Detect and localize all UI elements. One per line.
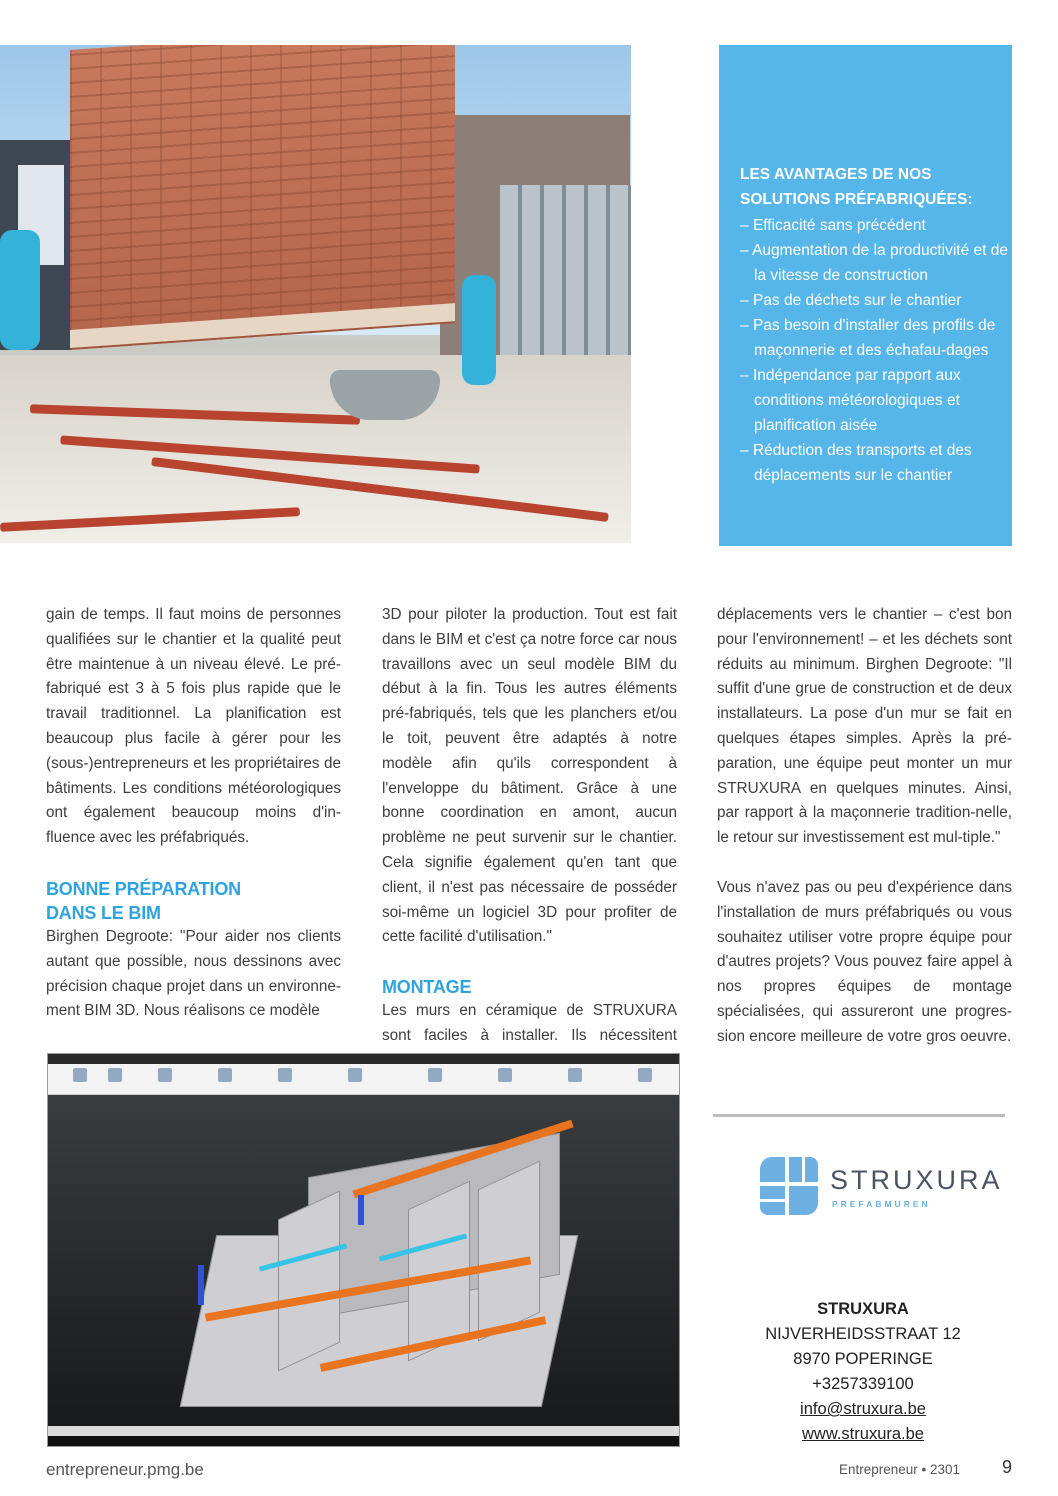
bim-3d-viewport xyxy=(48,1095,679,1426)
contact-phone: +3257339100 xyxy=(812,1375,914,1393)
advantages-list xyxy=(740,213,1010,488)
logo-tile xyxy=(760,1157,785,1182)
list-item: – Pas besoin d'installer des profils de maçonnerie et des échafau-dages xyxy=(740,313,1010,363)
bim-statusbar xyxy=(48,1426,679,1436)
list-item: – Augmentation de la productivité et de la vitesse de construction xyxy=(740,238,1010,288)
body-paragraph: gain de temps. Il faut moins de personnes qualifiées sur le chantier et la qualité peut être maintenue à un niveau élevé. Le pré-fabriqué est 3 à 5 fois plus rapide que le travail traditionnel. La planification est beaucoup plus facile à gérer pour les (sous-)entrepreneurs et les propriétaires de bâtiments. Les conditions météorologiques ont également beaucoup moins d'in-fluence avec les préfabriqués. xyxy=(46,606,341,847)
photo-worker-right xyxy=(462,275,496,385)
footer-issue: Entrepreneur • 2301 xyxy=(839,1462,961,1477)
photo-worker-left xyxy=(0,230,40,350)
model-gable xyxy=(278,1191,340,1372)
ribbon-icon xyxy=(158,1068,172,1082)
ribbon-icon xyxy=(73,1068,87,1082)
page-number: 9 xyxy=(1002,1457,1013,1477)
footer-website: entrepreneur.pmg.be xyxy=(46,1460,204,1479)
bim-ribbon xyxy=(48,1064,679,1095)
photo-prefab-brick-wall xyxy=(70,45,455,350)
ribbon-icon xyxy=(108,1068,122,1082)
model-gable xyxy=(478,1161,540,1342)
ribbon-icon xyxy=(278,1068,292,1082)
section-heading-montage: MONTAGE xyxy=(382,977,472,998)
contact-street: NIJVERHEIDSSTRAAT 12 xyxy=(765,1325,961,1343)
ribbon-icon xyxy=(428,1068,442,1082)
logo-tile xyxy=(760,1186,785,1199)
list-item: – Pas de déchets sur le chantier xyxy=(740,288,1010,313)
list-item: – Indépendance par rapport aux conditions météorologiques et planification aisée xyxy=(740,363,1010,438)
body-paragraph: Les murs en céramique de STRUXURA sont faciles à installer. Ils nécessitent xyxy=(382,1002,677,1044)
ribbon-icon xyxy=(218,1068,232,1082)
article-column-1 xyxy=(46,603,341,1024)
list-item: – Réduction des transports et des déplacements sur le chantier xyxy=(740,438,1010,488)
contact-block xyxy=(713,1297,1013,1447)
divider xyxy=(713,1114,1005,1117)
ribbon-icon xyxy=(348,1068,362,1082)
ribbon-icon xyxy=(498,1068,512,1082)
contact-website-link[interactable]: www.struxura.be xyxy=(802,1425,924,1443)
article-column-3 xyxy=(717,603,1012,1050)
contact-email-link[interactable]: info@struxura.be xyxy=(800,1400,926,1418)
model-column xyxy=(198,1265,204,1305)
logo-tile xyxy=(760,1202,785,1215)
logo-tile xyxy=(789,1186,818,1215)
photo-building-facade xyxy=(500,185,631,360)
ribbon-icon xyxy=(568,1068,582,1082)
ribbon-icon xyxy=(638,1068,652,1082)
logo-wordmark: STRUXURA xyxy=(830,1165,1003,1195)
body-paragraph: Vous n'avez pas ou peu d'expérience dans l'installation de murs préfabriqués ou vous souhaitez utiliser votre propre équipe pour d'autres projets? Vous pouvez faire appel à nos propres équipes de montage spécialisées, qui assureront une progres-sion encore meilleure de votre gros oeuvre. xyxy=(717,878,1012,1045)
bim-taskbar xyxy=(48,1436,679,1446)
advantages-title: LES AVANTAGES DE NOS SOLUTIONS PRÉFABRIQUÉES: xyxy=(740,166,973,208)
logo-subtitle: PREFABMUREN xyxy=(832,1199,931,1209)
logo-tile xyxy=(789,1157,802,1182)
body-paragraph: Birghen Degroote: "Pour aider nos clients autant que possible, nous dessinons avec précision chaque projet dans un environne-ment BIM 3D. Nous réalisons ce modèle xyxy=(46,927,341,1020)
logo-tile xyxy=(805,1157,818,1182)
bim-screenshot xyxy=(47,1053,680,1447)
heading-line: BONNE PRÉPARATION xyxy=(46,878,241,899)
body-paragraph: 3D pour piloter la production. Tout est fait dans le BIM et c'est ça notre force car nous travaillons avec un seul modèle BIM du début à la fin. Tous les autres éléments pré-fabriqués, tels que les planchers et/ou le toit, peuvent être adaptés à notre modèle afin qu'ils correspondent à l'enveloppe du bâtiment. Grâce à une bonne coordination en amont, aucun problème ne peut survenir sur le chantier. Cela signifie également qu'en tant que client, il n'est pas nécessaire de posséder soi-même un logiciel 3D pour profiter de cette facilité d'utilisation." xyxy=(382,606,677,946)
heading-line: DANS LE BIM xyxy=(46,902,161,923)
body-paragraph: déplacements vers le chantier – c'est bon pour l'environnement! – et les déchets sont réduits au minimum. Birghen Degroote: "Il suffit d'une grue de construction et de deux installateurs. La pose d'un mur se fait en quelques étapes simples. Après la pré-paration, une équipe peut monter un mur STRUXURA en quelques minutes. Ainsi, par rapport à la maçonnerie tradition-nelle, le retour sur investissement est mul-tiple." xyxy=(717,606,1012,847)
advantages-box xyxy=(719,45,1012,546)
section-heading-bim xyxy=(46,877,341,925)
bim-titlebar xyxy=(48,1054,679,1064)
model-column xyxy=(358,1195,364,1225)
contact-company: STRUXURA xyxy=(817,1300,909,1318)
struxura-logo-icon xyxy=(760,1157,818,1215)
contact-city: 8970 POPERINGE xyxy=(793,1350,933,1368)
photo-ground xyxy=(0,355,631,543)
hero-photo xyxy=(0,45,631,543)
list-item: – Efficacité sans précédent xyxy=(740,213,1010,238)
article-column-2 xyxy=(382,603,677,1074)
